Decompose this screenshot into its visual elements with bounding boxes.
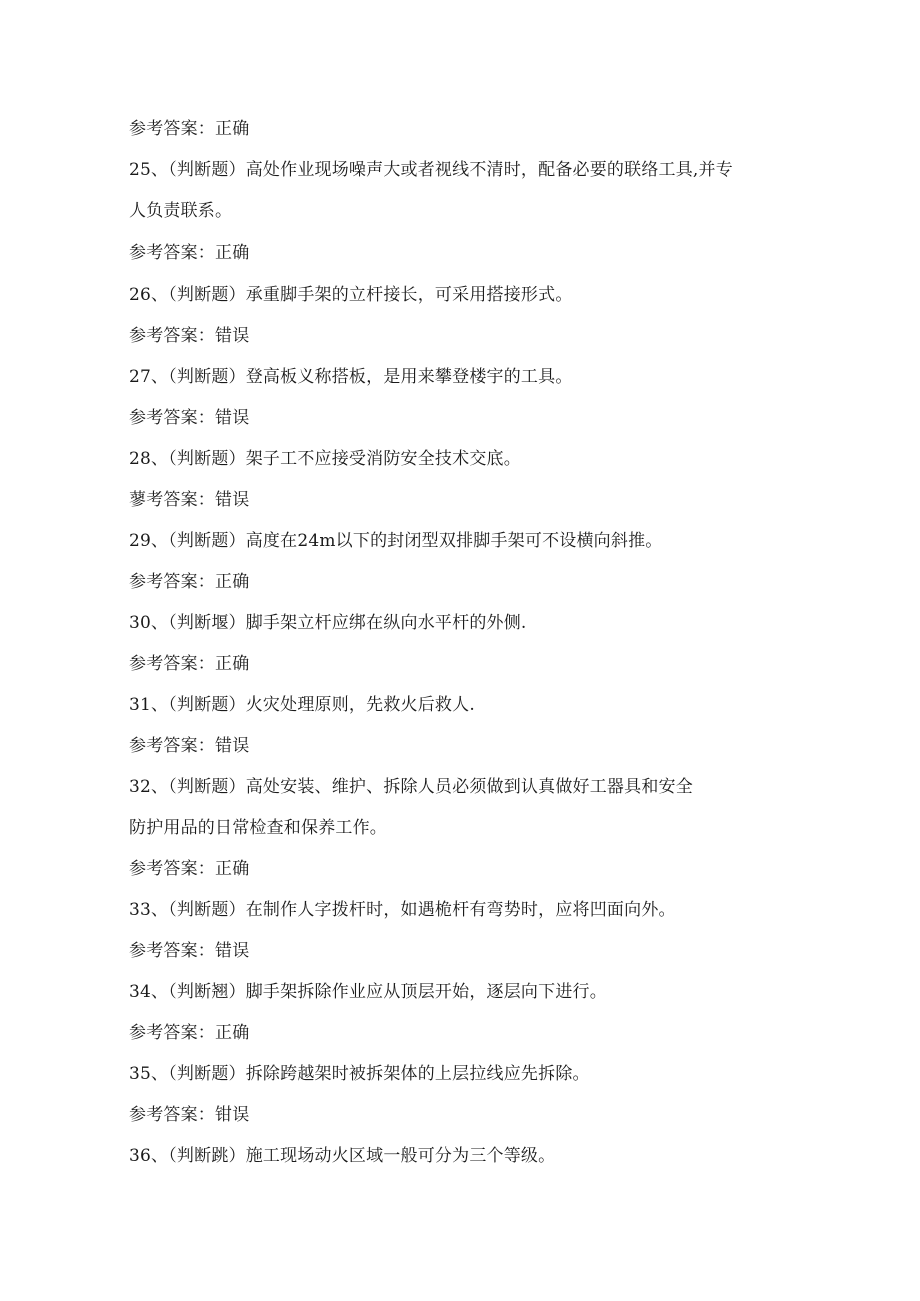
question-30: 30、（判断堰）脚手架立杆应绑在纵向水平杆的外侧. xyxy=(129,613,527,633)
question-33: 33、（判断题）在制作人字拨杆时，如遇桅杆有弯势时，应将凹面向外。 xyxy=(129,900,676,920)
question-35: 35、（判断题）拆除跨越架时被拆架体的上层拉线应先拆除。 xyxy=(129,1064,590,1084)
question-34: 34、（判断翘）脚手架拆除作业应从顶层开始，逐层向下进行。 xyxy=(129,982,607,1002)
question-32-continued: 防护用品的日常检查和保养工作。 xyxy=(129,818,387,838)
answer-line: 参考答案：正确 xyxy=(129,119,250,139)
question-27: 27、（判断题）登高板义称搭板，是用来攀登楼宇的工具。 xyxy=(129,367,573,387)
answer-line: 蓼考答案：错误 xyxy=(129,490,250,510)
question-32: 32、（判断题）高处安装、维护、拆除人员必须做到认真做好工器具和安全 xyxy=(129,777,693,797)
question-36: 36、（判断跳）施工现场动火区域一般可分为三个等级。 xyxy=(129,1146,556,1166)
answer-line: 参考答案：错误 xyxy=(129,736,250,756)
question-28: 28、（判断题）架子工不应接受消防安全技术交底。 xyxy=(129,449,521,469)
answer-line: 参考答案：钳误 xyxy=(129,1105,250,1125)
question-31: 31、（判断题）火灾处理原则，先救火后救人. xyxy=(129,695,475,715)
question-29: 29、（判断题）高度在24m以下的封闭型双排脚手架可不设横向斜推。 xyxy=(129,531,663,551)
answer-line: 参考答案：正确 xyxy=(129,1023,250,1043)
answer-line: 参考答案：正确 xyxy=(129,572,250,592)
answer-line: 参考答案：正确 xyxy=(129,859,250,879)
answer-line: 参考答案：错误 xyxy=(129,408,250,428)
question-25-continued: 人负责联系。 xyxy=(129,201,233,221)
answer-line: 参考答案：正确 xyxy=(129,243,250,263)
answer-line: 参考答案：错误 xyxy=(129,326,250,346)
answer-line: 参考答案：错误 xyxy=(129,941,250,961)
answer-line: 参考答案：正确 xyxy=(129,654,250,674)
question-26: 26、（判断题）承重脚手架的立杆接长，可采用搭接形式。 xyxy=(129,285,573,305)
question-25: 25、（判断题）高处作业现场噪声大或者视线不清时，配备必要的联络工具,并专 xyxy=(129,160,733,180)
